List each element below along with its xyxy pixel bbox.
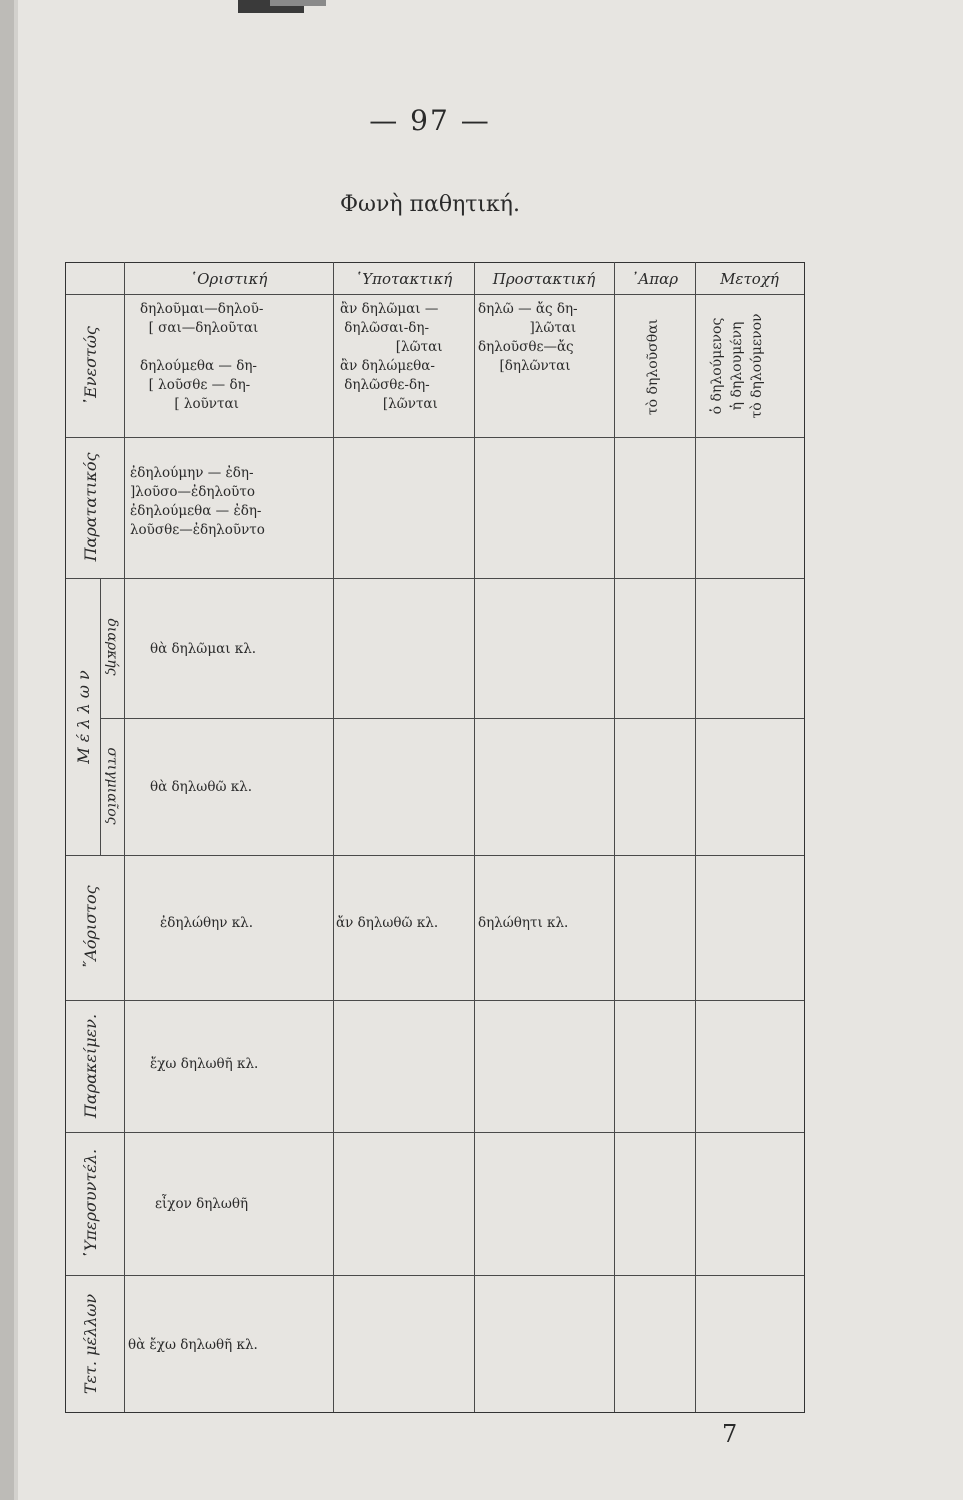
aoristos-prostaktiki: δηλώθητι κλ. (478, 915, 569, 931)
row-divider (100, 718, 805, 719)
column-divider (474, 262, 475, 1412)
enestos-prostaktiki: δηλῶ — ἄς δη- ]λῶται δηλοῦσθε—ἄς [δηλῶνται (478, 301, 578, 374)
section-title: Φωνὴ παθητική. (340, 192, 520, 217)
row-divider (65, 1275, 805, 1276)
row-divider (65, 437, 805, 438)
column-divider (333, 262, 334, 1412)
enestos-aparemfato: τὸ δηλοῦσθαι (645, 318, 661, 416)
aoristos-ypotaktiki: ἄν δηλωθῶ κλ. (336, 915, 439, 931)
table-border-top (65, 262, 805, 263)
page-edge-shadow (14, 0, 18, 1500)
table-border-left (65, 262, 66, 1412)
row-label-paratatikos: Παρατατικός (81, 452, 100, 562)
row-label-ypersyntelikos: ῾Υπερσυντέλ. (81, 1148, 100, 1260)
header-aparemfato: ᾿Απαρ (630, 270, 679, 288)
column-divider (614, 262, 615, 1412)
column-divider (124, 262, 125, 1412)
header-divider (65, 294, 805, 295)
paratatikos-oristiki: ἐδηλούμην — ἐδη- ]λοῦσο—ἐδηλοῦτο ἐδηλούμεθα — ἐδη- λοῦσθε—ἐδηλοῦντο (130, 465, 265, 538)
ypersyntelikos-oristiki: εἶχον δηλωθῆ (155, 1196, 249, 1212)
table-border-right (804, 262, 805, 1412)
row-label-tet-mellon: Τετ. μέλλων (81, 1293, 100, 1395)
row-label-enestos: ᾿Ενεστώς (81, 326, 100, 406)
page-edge (0, 0, 14, 1500)
header-oristiki: ῾Οριστική (189, 270, 268, 288)
row-divider (65, 1132, 805, 1133)
row-label-mellon: Μ έ λ λ ω ν (74, 670, 93, 764)
row-divider (65, 855, 805, 856)
page-number: — 97 — (369, 104, 491, 137)
header-ypotaktiki: ῾Υποτακτική (354, 270, 453, 288)
row-divider (65, 578, 805, 579)
row-label-parakeimenos: Παρακείμεν. (81, 1013, 100, 1119)
parakeimenos-oristiki: ἔχω δηλωθῆ κλ. (150, 1056, 259, 1072)
enestos-metochi-masc: ὁ δηλούμενος (709, 317, 725, 415)
header-prostaktiki: Προστακτική (492, 270, 596, 288)
row-divider (65, 1000, 805, 1001)
column-divider (695, 262, 696, 1412)
aoristos-oristiki: ἐδηλώθην κλ. (160, 915, 254, 931)
table-border-bottom (65, 1412, 805, 1413)
enestos-metochi-fem: ἡ δηλουμένη (729, 321, 745, 411)
mellon-diarkis-oristiki: θὰ δηλῶμαι κλ. (150, 641, 257, 657)
signature-mark: 7 (722, 1420, 738, 1448)
tet-mellon-oristiki: θὰ ἔχω δηλωθῆ κλ. (128, 1337, 258, 1353)
enestos-ypotaktiki: ἂν δηλῶμαι — δηλῶσαι-δη- [λῶται ἂν δηλώμεθα- δηλῶσθε-δη- [λῶνται (340, 301, 443, 412)
row-label-stigmiaios: στιγμιαῖος (104, 747, 120, 825)
enestos-metochi-neut: τὸ δηλούμενον (749, 313, 765, 419)
mellon-stigmiaios-oristiki: θὰ δηλωθῶ κλ. (150, 779, 253, 795)
row-label-aoristos: ῎Αόριστος (81, 885, 100, 969)
row-label-diarkis: διαρκής (104, 618, 120, 676)
binding-tab-shadow (270, 0, 326, 6)
header-metochi: Μετοχή (720, 270, 779, 288)
enestos-oristiki: δηλοῦμαι—δηλοῦ- [ σαι—δηλοῦται δηλούμεθα — δη- [ λοῦσθε — δη- [ λοῦνται (140, 301, 264, 412)
